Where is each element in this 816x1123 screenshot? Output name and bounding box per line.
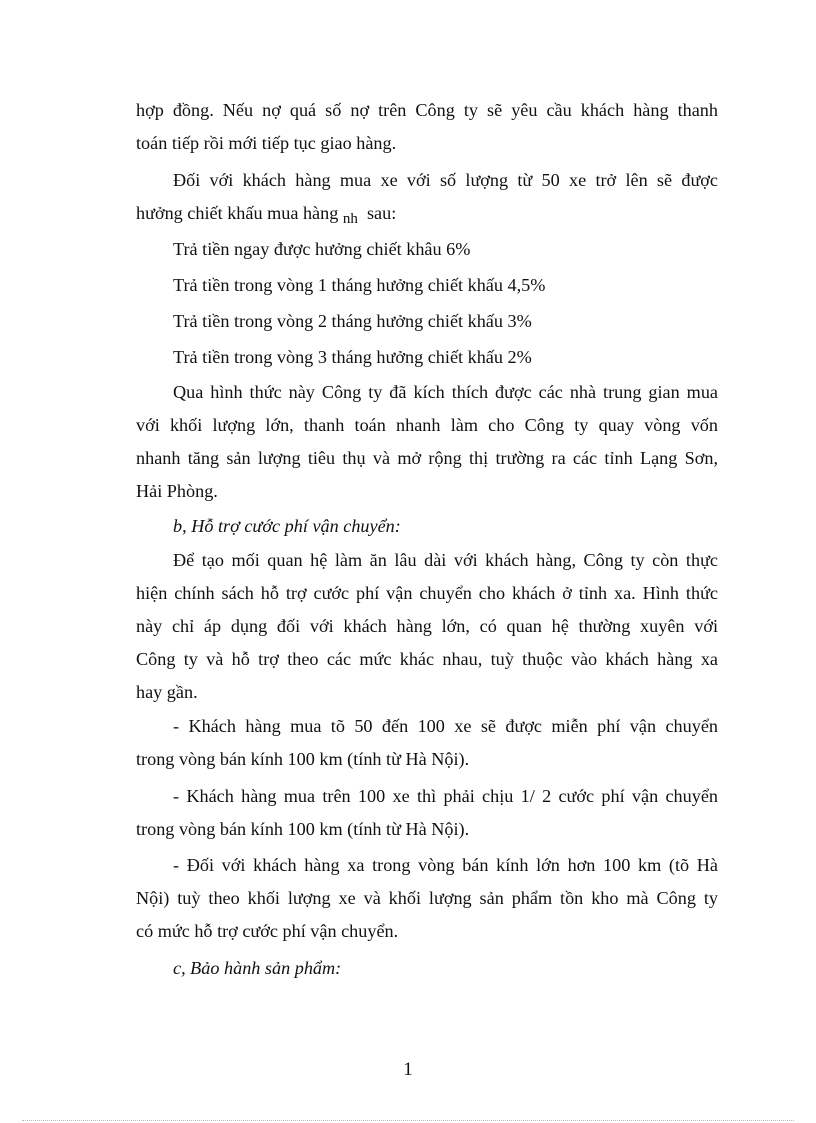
text-line: Để tạo mối quan hệ làm ăn lâu dài với khách hàng, Công ty còn thực [173,550,718,570]
list-item: Trả tiền trong vòng 3 tháng hưởng chiết khấu 2% [173,347,532,367]
text-fragment: hưởng chiết khấu mua hàng [136,203,339,223]
text-line: Đối với khách hàng mua xe với số lượng từ 50 xe trở lên sẽ được [173,170,718,190]
text-line: - Đối với khách hàng xa trong vòng bán kính lớn hơn 100 km (tõ Hà [173,855,718,875]
text-line: Hải Phòng. [136,481,218,501]
list-item: Trả tiền trong vòng 1 tháng hưởng chiết khấu 4,5% [173,275,546,295]
text-line: trong vòng bán kính 100 km (tính từ Hà Nội). [136,749,470,769]
text-line: hợp đồng. Nếu nợ quá số nợ trên Công ty sẽ yêu cầu khách hàng thanh [136,100,718,120]
page-footer-divider [22,1120,794,1121]
text-fragment-subscript: nh [342,211,358,227]
text-line: hay gần. [136,682,198,702]
text-line: Công ty và hỗ trợ theo các mức khác nhau, tuỳ thuộc vào khách hàng xa [136,649,718,669]
text-line [136,200,718,228]
text-line: hiện chính sách hỗ trợ cước phí vận chuyển cho khách ở tỉnh xa. Hình thức [136,583,718,603]
text-line: Nội) tuỳ theo khối lượng xe và khối lượng sản phẩm tồn kho mà Công ty [136,888,718,908]
text-line: có mức hỗ trợ cước phí vận chuyển. [136,921,399,941]
page-number: 1 [403,1059,413,1080]
text-line: này chỉ áp dụng đối với khách hàng lớn, có quan hệ thường xuyên với [136,616,718,636]
section-heading: b, Hỗ trợ cước phí vận chuyển: [173,516,401,536]
text-fragment: sau: [366,203,397,223]
list-item: Trả tiền ngay được hưởng chiết khâu 6% [173,239,471,259]
text-line: toán tiếp rồi mới tiếp tục giao hàng. [136,133,397,153]
text-line: trong vòng bán kính 100 km (tính từ Hà Nội). [136,819,470,839]
text-line: nhanh tăng sản lượng tiêu thụ và mở rộng thị trường ra các tỉnh Lạng Sơn, [136,448,718,468]
list-item: Trả tiền trong vòng 2 tháng hưởng chiết khấu 3% [173,311,532,331]
text-line: Qua hình thức này Công ty đã kích thích được các nhà trung gian mua [173,382,718,402]
text-line: - Khách hàng mua tõ 50 đến 100 xe sẽ được miễn phí vận chuyển [173,716,718,736]
section-heading: c, Bảo hành sản phẩm: [173,958,342,978]
text-line: - Khách hàng mua trên 100 xe thì phải chịu 1/ 2 cước phí vận chuyển [173,786,718,806]
text-line: với khối lượng lớn, thanh toán nhanh làm cho Công ty quay vòng vốn [136,415,718,435]
